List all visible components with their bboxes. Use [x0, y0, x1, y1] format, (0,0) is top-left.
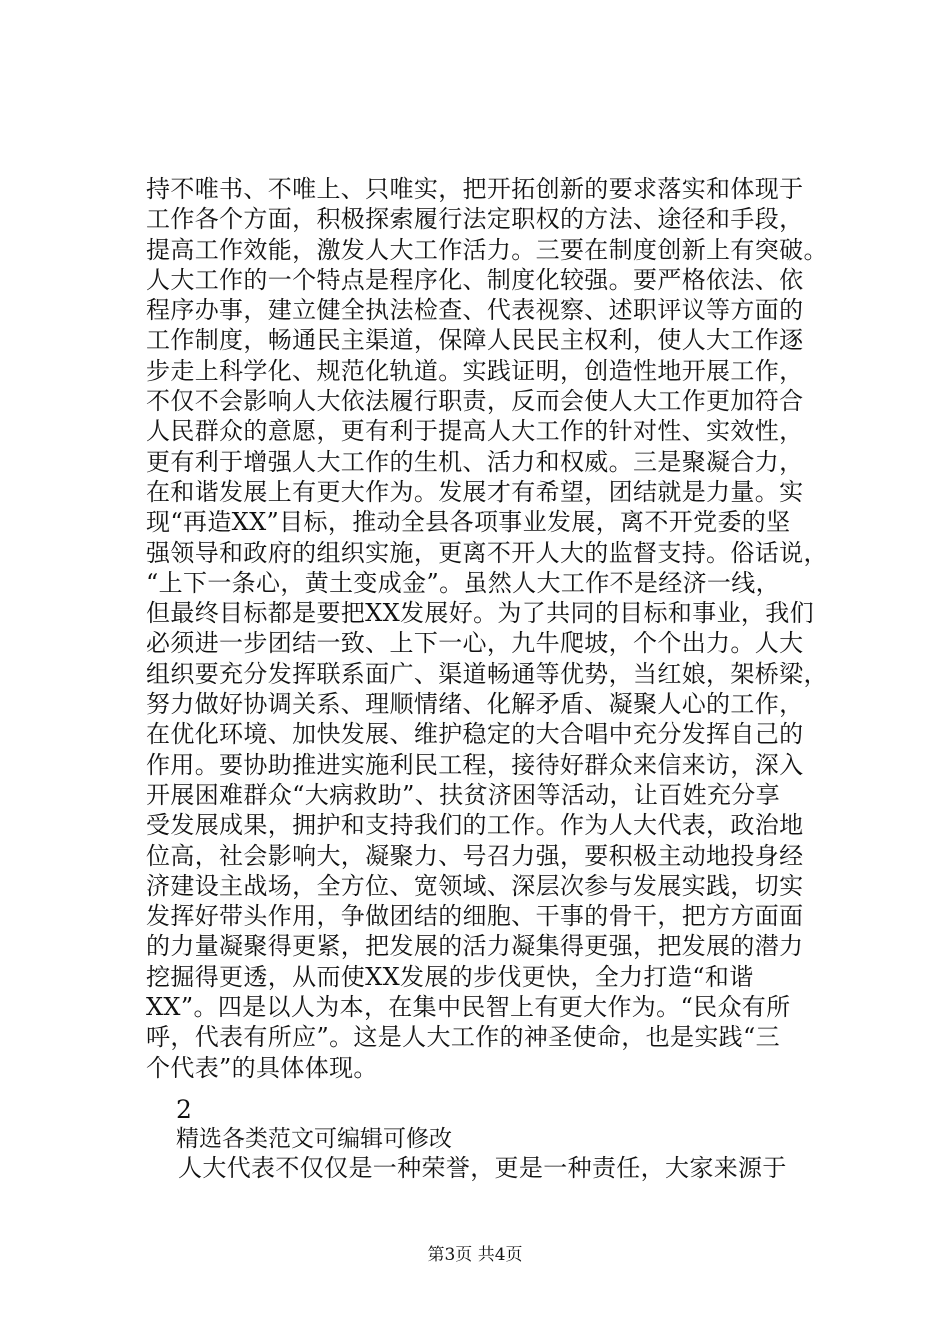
text-line: 作用。要协助推进实施利民工程，接待好群众来信来访，深入 [146, 750, 804, 779]
text-line: “上下一条心，黄土变成金”。虽然人大工作不是经济一线， [146, 568, 780, 597]
continuation-line: 人大代表不仅仅是一种荣誉，更是一种责任，大家来源于 [178, 1154, 787, 1182]
page-marker: 2 [176, 1095, 192, 1124]
text-line: 个代表”的具体体现。 [146, 1053, 378, 1082]
text-line: 位高，社会影响大，凝聚力、号召力强，要积极主动地投身经 [146, 841, 804, 870]
text-line: 挖掘得更透，从而使XX发展的步伐更快，全力打造“和谐 [146, 962, 754, 991]
text-line: 但最终目标都是要把XX发展好。为了共同的目标和事业，我们 [146, 599, 814, 628]
text-line: 的力量凝聚得更紧，把发展的活力凝集得更强，把发展的潜力 [146, 932, 804, 961]
text-line: 发挥好带头作用，争做团结的细胞、干事的骨干，把方方面面 [146, 902, 804, 931]
text-line: 不仅不会影响人大依法履行职责，反而会使人大工作更加符合 [146, 387, 804, 416]
page-footer: 第3页 共4页 [427, 1245, 523, 1265]
text-line: 开展困难群众“大病救助”、扶贫济困等活动，让百姓充分享 [146, 780, 780, 809]
text-line: 强领导和政府的组织实施，更离不开人大的监督支持。俗话说， [146, 538, 828, 567]
text-line: 在优化环境、加快发展、维护稳定的大合唱中充分发挥自己的 [146, 720, 804, 749]
text-line: 受发展成果，拥护和支持我们的工作。作为人大代表，政治地 [146, 811, 804, 840]
text-line: 步走上科学化、规范化轨道。实践证明，创造性地开展工作， [146, 356, 804, 385]
text-line: 人大工作的一个特点是程序化、制度化较强。要严格依法、依 [146, 265, 804, 294]
text-line: 济建设主战场，全方位、宽领域、深层次参与发展实践，切实 [146, 871, 804, 900]
text-line: 呼，代表有所应”。这是人大工作的神圣使命，也是实践“三 [146, 1023, 780, 1052]
text-line: 组织要充分发挥联系面广、渠道畅通等优势，当红娘，架桥梁， [146, 659, 828, 688]
body-paragraph [146, 174, 866, 1083]
text-line: 在和谐发展上有更大作为。发展才有希望，团结就是力量。实 [146, 477, 804, 506]
text-line: 工作各个方面，积极探索履行法定职权的方法、途径和手段， [146, 205, 804, 234]
text-line: 人民群众的意愿，更有利于提高人大工作的针对性、实效性， [146, 417, 804, 446]
text-line: 程序办事，建立健全执法检查、代表视察、述职评议等方面的 [146, 296, 804, 325]
text-line: 持不唯书、不唯上、只唯实，把开拓创新的要求落实和体现于 [146, 175, 804, 203]
text-line: 努力做好协调关系、理顺情绪、化解矛盾、凝聚人心的工作， [146, 690, 804, 719]
text-line: 必须进一步团结一致、上下一心，九牛爬坡，个个出力。人大 [146, 629, 804, 658]
text-line: 工作制度，畅通民主渠道，保障人民民主权利，使人大工作逐 [146, 326, 804, 355]
text-line: 现“再造XX”目标，推动全县各项事业发展，离不开党委的坚 [146, 508, 791, 537]
text-line: 更有利于增强人大工作的生机、活力和权威。三是聚凝合力， [146, 447, 804, 476]
text-line: 提高工作效能，激发人大工作活力。三要在制度创新上有突破。 [146, 235, 828, 264]
text-line: XX”。四是以人为本，在集中民智上有更大作为。“民众有所 [146, 993, 791, 1022]
template-note: 精选各类范文可编辑可修改 [176, 1126, 452, 1152]
